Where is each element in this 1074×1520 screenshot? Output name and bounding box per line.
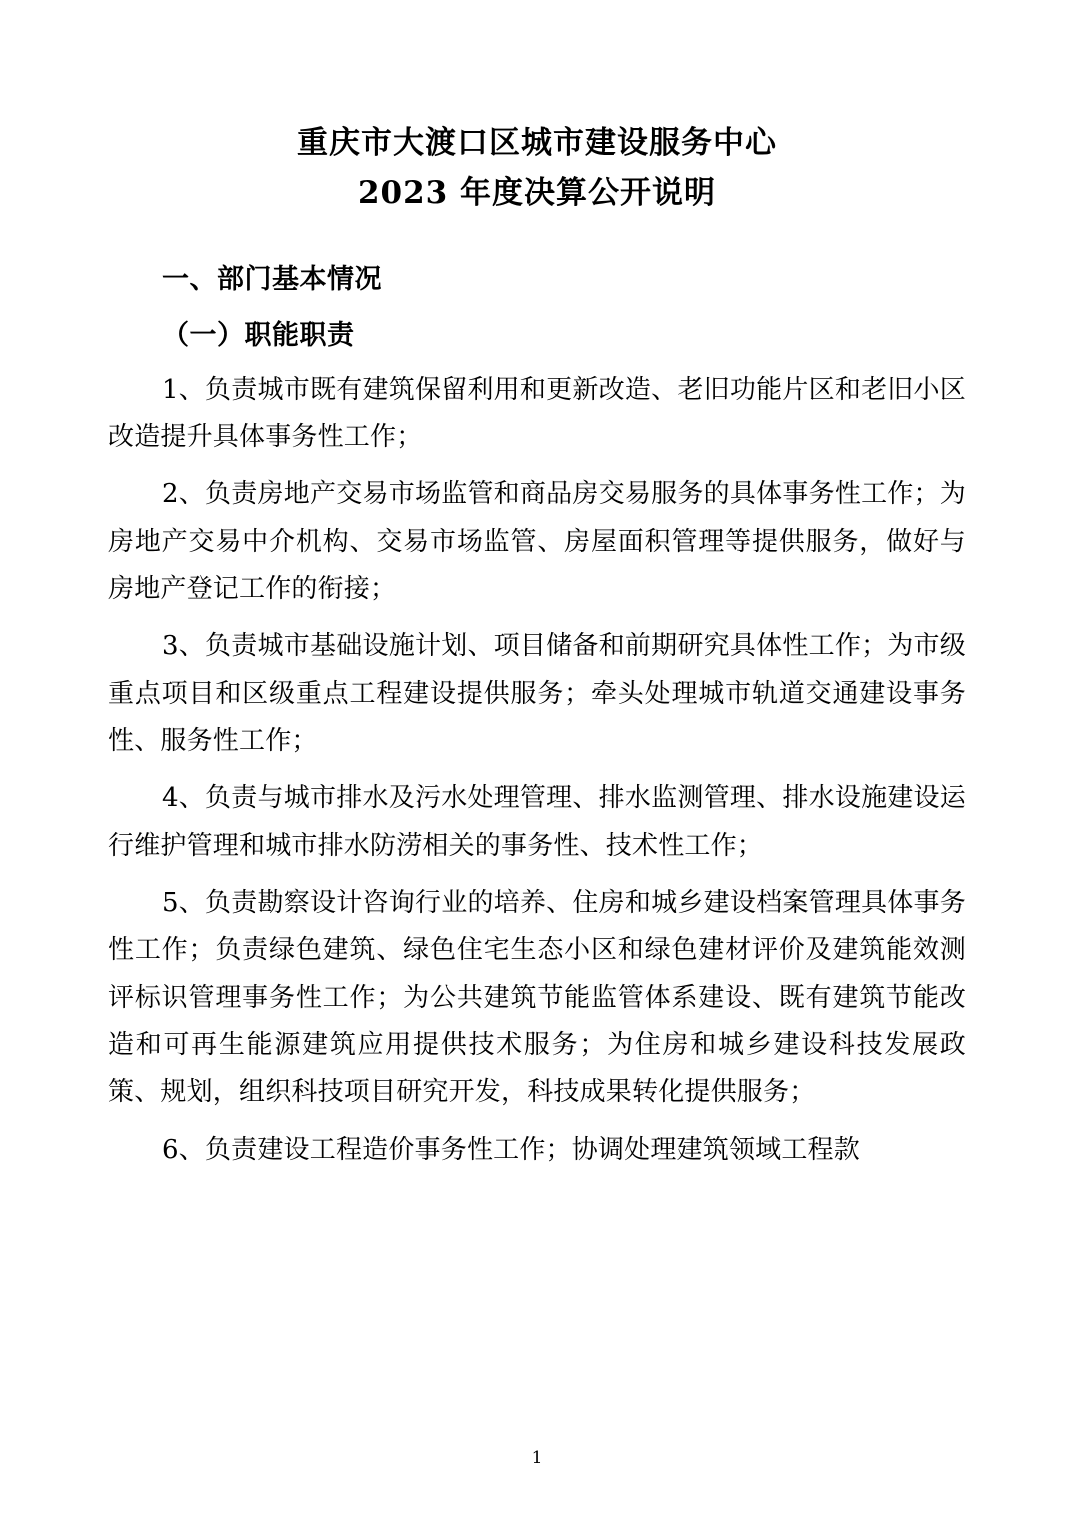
- heading-duties: （一）职能职责: [162, 319, 355, 351]
- paragraph-1: 1、负责城市既有建筑保留利用和更新改造、老旧功能片区和老旧小区改造提升具体事务性工作；: [108, 374, 966, 453]
- page-number: 1: [531, 1448, 543, 1468]
- paragraph-6: 6、负责建设工程造价事务性工作；协调处理建筑领域工程款: [162, 1134, 860, 1165]
- title-line-1: 重庆市大渡口区城市建设服务中心: [297, 125, 777, 161]
- paragraph-4: 4、负责与城市排水及污水处理管理、排水监测管理、排水设施建设运行维护管理和城市排水防涝相关的事务性、技术性工作；: [108, 783, 966, 861]
- paragraph-2: 2、负责房地产交易市场监管和商品房交易服务的具体事务性工作；为房地产交易中介机构、交易市场监管、房屋面积管理等提供服务，做好与房地产登记工作的衔接；: [108, 479, 966, 605]
- paragraph-5: 5、负责勘察设计咨询行业的培养、住房和城乡建设档案管理具体事务性工作；负责绿色建筑、绿色住宅生态小区和绿色建材评价及建筑能效测评标识管理事务性工作；为公共建筑节能监管体系建设、既有建筑节能改造和可再生能源建筑应用提供技术服务；为住房和城乡建设科技发展政策、规划，组织科技项目研究开发，科技成果转化提供服务；: [108, 887, 966, 1108]
- page-title: [108, 118, 966, 218]
- paragraph-3: 3、负责城市基础设施计划、项目储备和前期研究具体性工作；为市级重点项目和区级重点工程建设提供服务；牵头处理城市轨道交通建设事务性、服务性工作；: [108, 631, 966, 756]
- heading-basic-info: 一、部门基本情况: [162, 264, 382, 296]
- title-line-2: 2023 年度决算公开说明: [357, 175, 717, 212]
